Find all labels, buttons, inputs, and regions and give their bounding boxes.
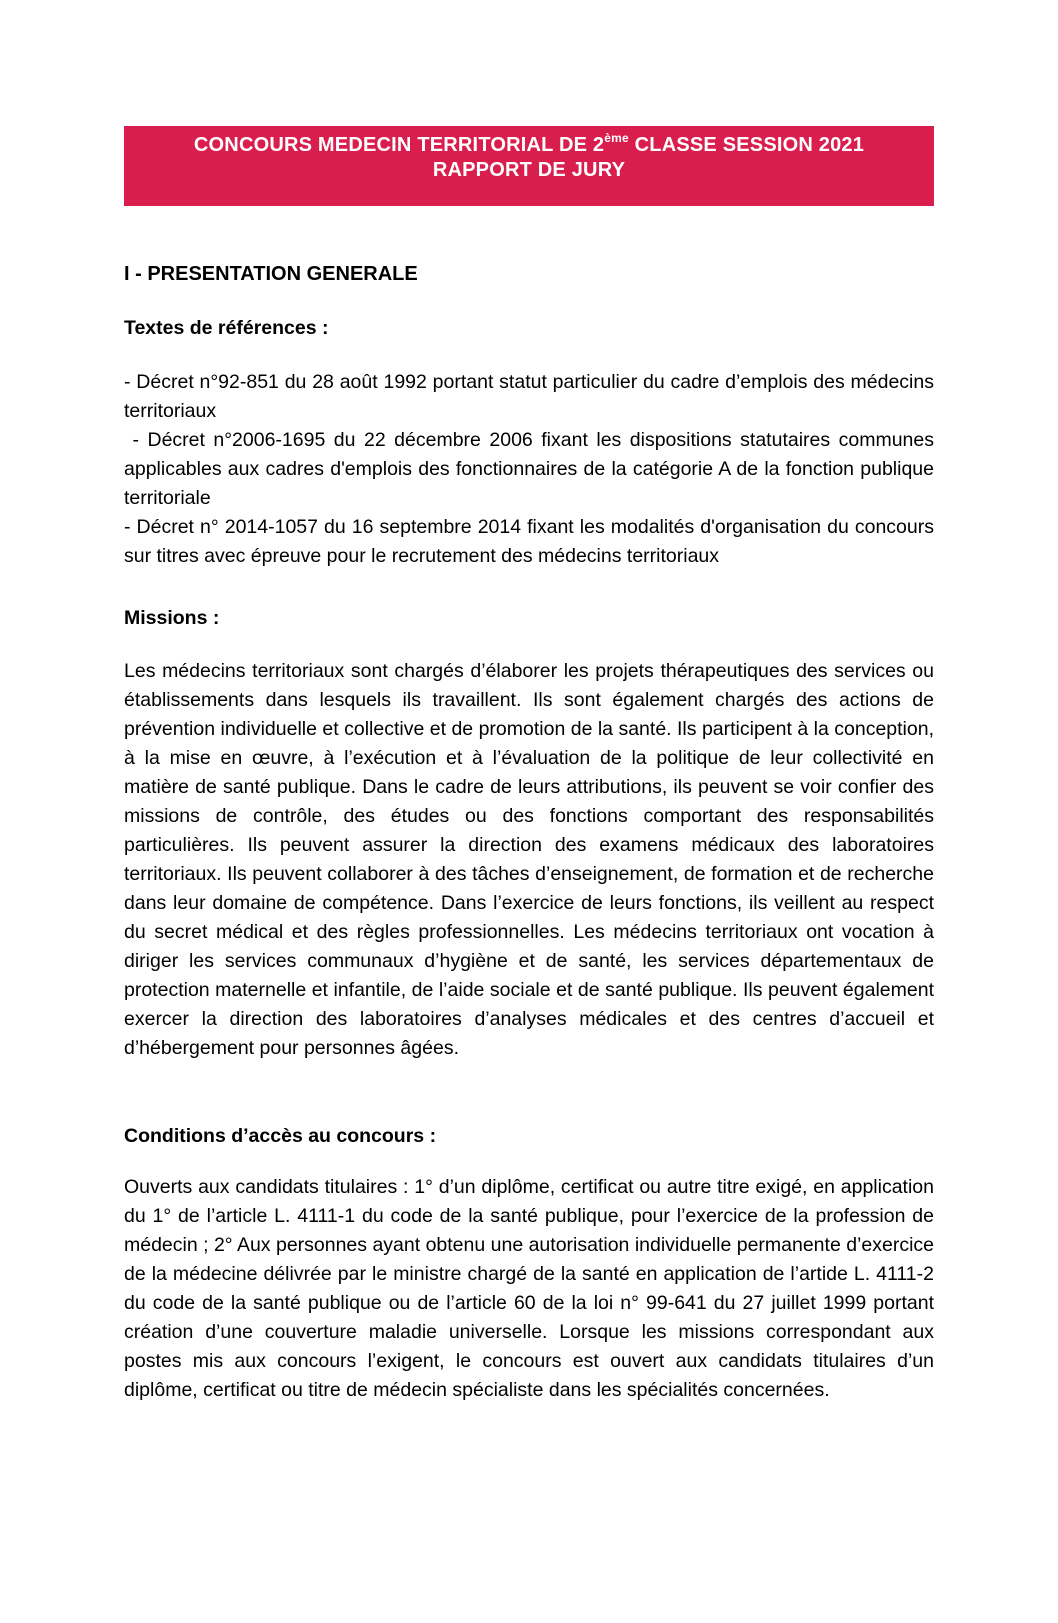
reference-item-decret-2006: - Décret n°2006-1695 du 22 décembre 2006 fixant les dispositions statutaires communes applicables aux cadres d'emplois des fonctionnaires de la catégorie A de la fonction publique territoriale [124,429,934,509]
subsection-heading-missions: Missions : [124,607,220,629]
missions-paragraph: Les médecins territoriaux sont chargés d’élaborer les projets thérapeutiques des services ou établissements dans lesquels ils travaillent. Ils sont également chargés des actions de prévention individuelle et collective et de promotion de la santé. Ils participent à la conception, à la mise en œuvre, à l’exécution et à l’évaluation de la politique de leur collectivité en matière de santé publique. Dans le cadre de leurs attributions, ils peuvent se voir confier des missions de contrôle, des études ou des fonctions comportant des responsabilités particulières. Ils peuvent assurer la direction des examens médicaux des laboratoires territoriaux. Ils peuvent collaborer à des tâches d’enseignement, de formation et de recherche dans leur domaine de compétence. Dans l’exercice de leurs fonctions, ils veillent au respect du secret médical et des règles professionnelles. Les médecins territoriaux ont vocation à diriger les services communaux d’hygiène et de santé, les services départementaux de protection maternelle et infantile, de l’aide sociale et de santé publique. Ils peuvent également exercer la direction des laboratoires d’analyses médicales et des centres d’accueil et d’hébergement pour personnes âgées. [124,660,934,1059]
references-list [124,368,934,571]
document-title-text-suffix: CLASSE SESSION 2021 [628,134,865,156]
reference-item-decret-1992: - Décret n°92-851 du 28 août 1992 portant statut particulier du cadre d’emplois des médecins territoriaux [124,371,934,422]
document-title-text: CONCOURS MEDECIN TERRITORIAL DE 2 [193,134,605,156]
conditions-paragraph: Ouverts aux candidats titulaires : 1° d’un diplôme, certificat ou autre titre exigé, en application du 1° de l’article L. 4111-1 du code de la santé publique, pour l’exercice de la profession de médecin ; 2° Aux personnes ayant obtenu une autorisation individuelle permanente d’exercice de la médecine délivrée par le ministre chargé de la santé en application de l’artide L. 4111-2 du code de la santé publique ou de l’article 60 de la loi n° 99-641 du 27 juillet 1999 portant création d’une couverture maladie universelle. Lorsque les missions correspondant aux postes mis aux concours l’exigent, le concours est ouvert aux candidats titulaires d’un diplôme, certificat ou titre de médecin spécialiste dans les spécialités concernées. [124,1176,934,1401]
document-subtitle: RAPPORT DE JURY [432,159,626,181]
title-banner [124,126,934,206]
subsection-heading-textes-references: Textes de références : [124,317,329,339]
subsection-heading-conditions-acces: Conditions d’accès au concours : [124,1125,437,1147]
reference-item-decret-2014: - Décret n° 2014-1057 du 16 septembre 2014 fixant les modalités d'organisation du concours sur titres avec épreuve pour le recrutement des médecins territoriaux [124,516,934,567]
section-heading-presentation-generale: I - PRESENTATION GENERALE [124,263,418,285]
document-page [0,126,1058,1405]
document-title [134,133,924,158]
document-title-superscript: ème [604,131,629,146]
